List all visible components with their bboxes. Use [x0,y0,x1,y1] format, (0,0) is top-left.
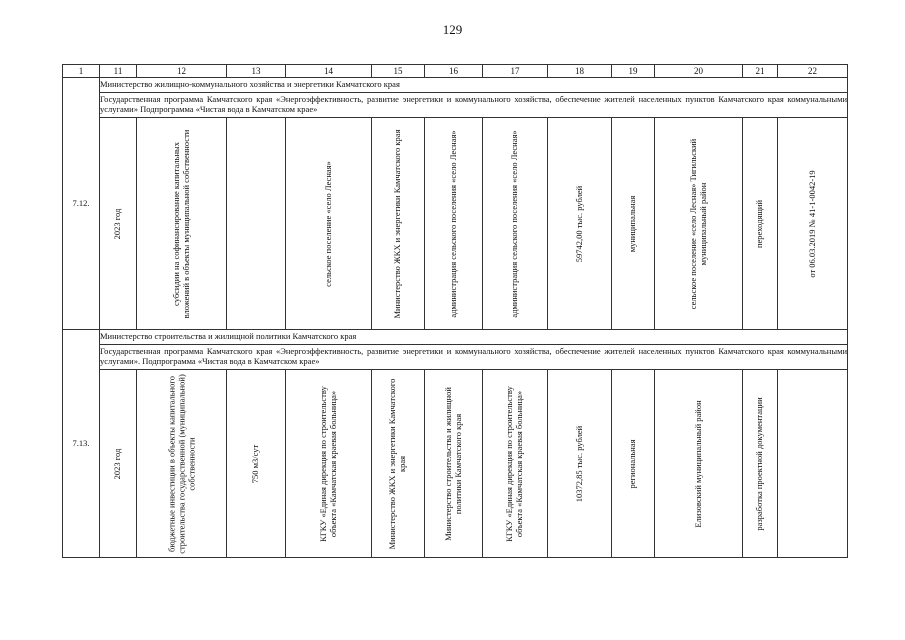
data-cell: Елизовский муниципальный район [655,370,743,558]
data-cell: администрация сельского поселения «село Лесная» [483,118,548,330]
data-cell: от 06.03.2019 № 41-1-0042-19 [778,118,848,330]
data-cell: региональная [612,370,655,558]
program-title: Государственная программа Камчатского края «Энергоэффективность, развитие энергетики и коммунального хозяйства, обеспечение жителей населенных пунктов Камчатского края коммунальными услугами». Подпрограмма «Чистая вода в Камчатском крае» [100,345,848,370]
data-cell: бюджетные инвестиции в объекты капитального строительства государственной (муниципальной) собственности [137,370,227,558]
data-cell: КГКУ «Единая дирекция по строительству объекта «Камчатская краевая больница» [286,370,372,558]
data-cell: муниципальная [612,118,655,330]
header-cell: 12 [137,65,227,78]
ministry-title: Министерство строительства и жилищной политики Камчатского края [100,330,848,345]
data-row [63,370,848,558]
header-cell: 1 [63,65,100,78]
data-cell: КГКУ «Единая дирекция по строительству объекта «Камчатская краевая больница» [483,370,548,558]
ministry-row [63,78,848,93]
header-cell: 15 [372,65,425,78]
header-cell: 11 [100,65,137,78]
program-title: Государственная программа Камчатского края «Энергоэффективность, развитие энергетики и коммунального хозяйства, обеспечение жителей населенных пунктов Камчатского края коммунальными услугами» Подпрограмма «Чистая вода в Камчатском крае» [100,93,848,118]
data-cell: переходящий [743,118,778,330]
data-cell [227,118,286,330]
header-cell: 21 [743,65,778,78]
data-cell: Министерство ЖКХ и энергетики Камчатского края [372,118,425,330]
data-cell: администрация сельского поселения «село Лесная» [425,118,483,330]
page-number: 129 [442,22,463,37]
header-cell: 22 [778,65,848,78]
row-number: 7.12. [63,78,100,330]
data-cell: субсидии на софинансирование капитальных вложений в объекты муниципальной собственности [137,118,227,330]
data-row [63,118,848,330]
data-cell: 10372,85 тыс. рублей [548,370,612,558]
header-row [63,65,848,78]
data-cell: Министерство ЖКХ и энергетики Камчатского края [372,370,425,558]
data-cell: разработка проектной документации [743,370,778,558]
header-cell: 19 [612,65,655,78]
data-cell: 750 м3/сут [227,370,286,558]
header-cell: 18 [548,65,612,78]
program-row [63,345,848,370]
header-cell: 20 [655,65,743,78]
data-cell: сельское поселение «село Лесная» Тигильский муниципальный район [655,118,743,330]
ministry-row [63,330,848,345]
ministry-title: Министерство жилищно-коммунального хозяйства и энергетики Камчатского края [100,78,848,93]
header-cell: 13 [227,65,286,78]
data-cell: 2023 год [100,370,137,558]
program-row [63,93,848,118]
data-cell: Министерство строительства и жилищной политики Камчатского края [425,370,483,558]
data-cell [778,370,848,558]
header-cell: 14 [286,65,372,78]
header-cell: 17 [483,65,548,78]
data-cell: сельское поселение «село Лесная» [286,118,372,330]
data-table [62,64,848,558]
header-cell: 16 [425,65,483,78]
row-number: 7.13. [63,330,100,558]
data-cell: 59742,00 тыс. рублей [548,118,612,330]
data-cell: 2023 год [100,118,137,330]
